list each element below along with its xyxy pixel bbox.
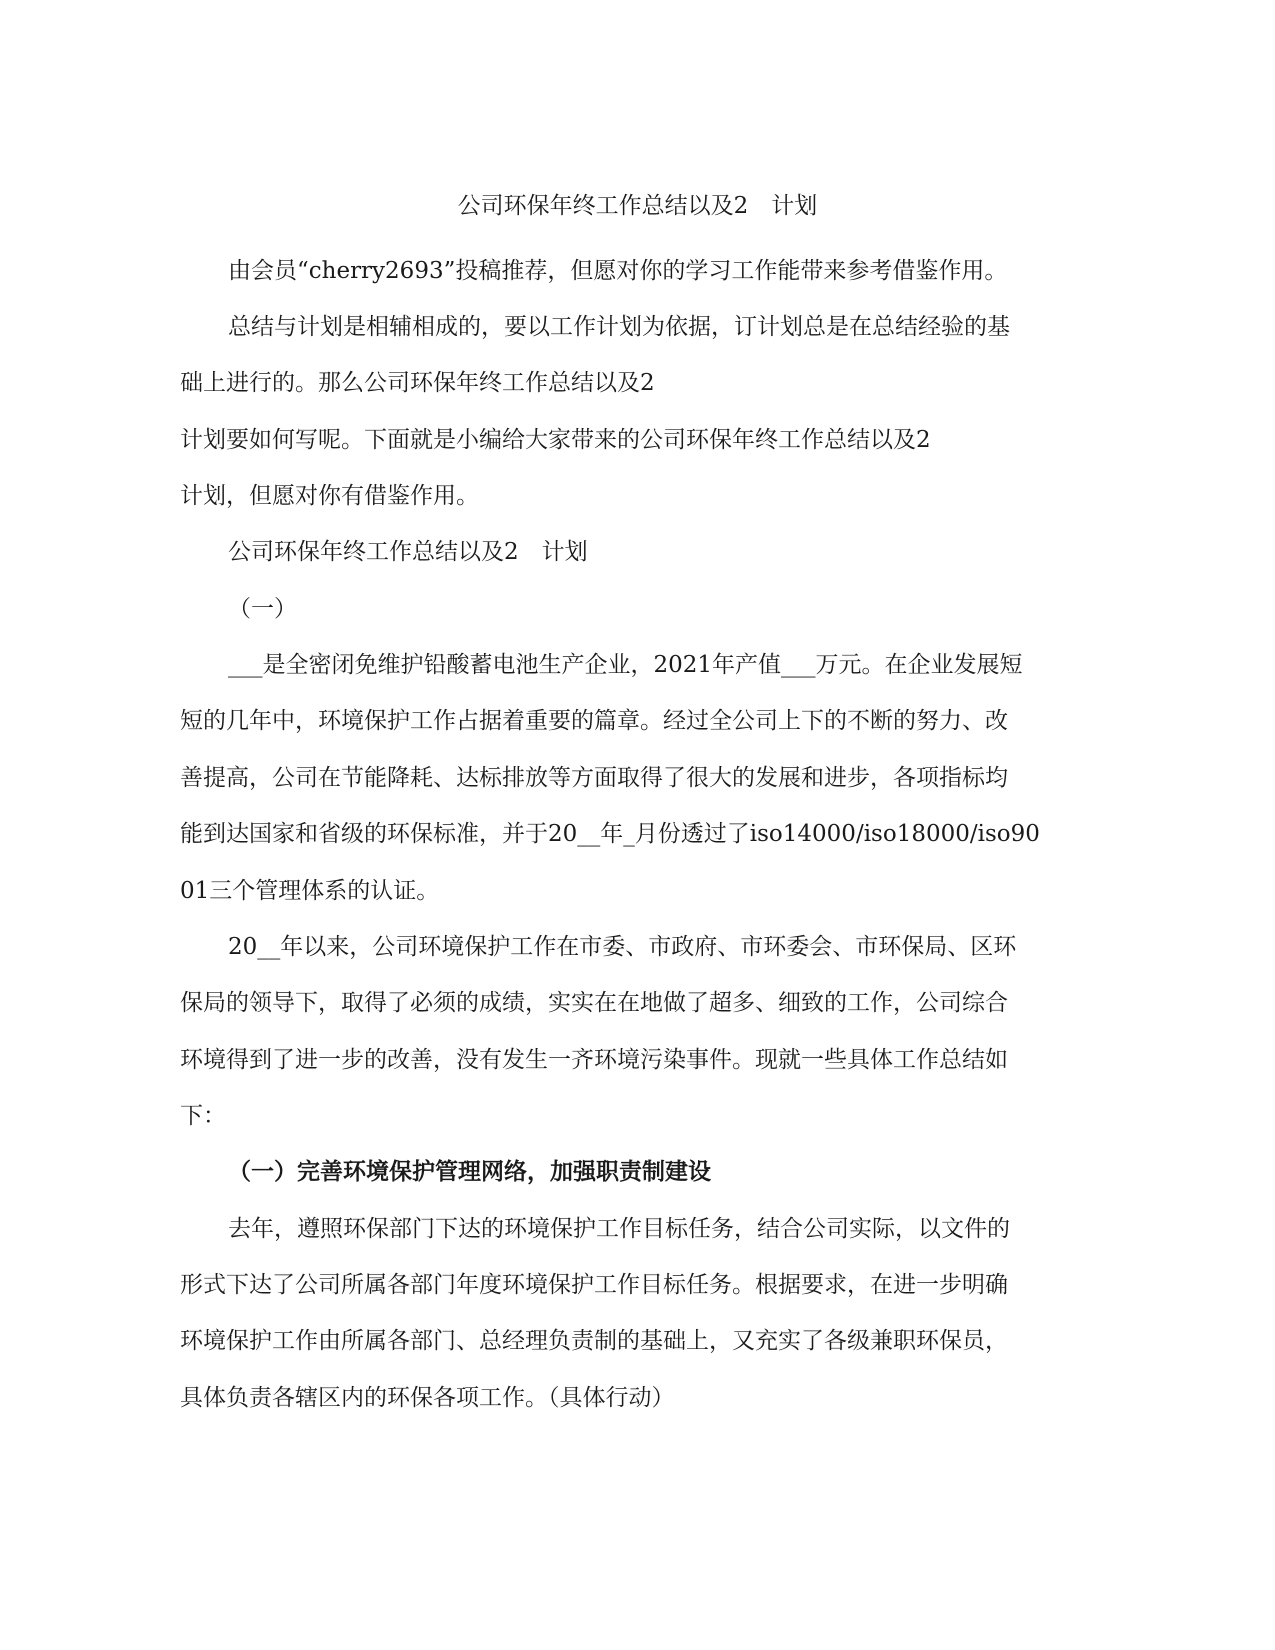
paragraph-line: 下： bbox=[180, 1103, 226, 1129]
paragraph-line: 总结与计划是相辅相成的，要以工作计划为依据，订计划总是在总结经验的基 bbox=[228, 314, 1010, 340]
document-title: 公司环保年终工作总结以及2 计划 bbox=[457, 193, 818, 219]
paragraph-line: 能到达国家和省级的环保标准，并于20__年_月份透过了iso14000/iso18000/iso90 bbox=[180, 821, 1040, 847]
paragraph-line: 计划要如何写呢。下面就是小编给大家带来的公司环保年终工作总结以及2 bbox=[180, 427, 931, 453]
subsection-heading: （一）完善环境保护管理网络，加强职责制建设 bbox=[228, 1158, 711, 1185]
paragraph-line: ___是全密闭免维护铅酸蓄电池生产企业，2021年产值___万元。在企业发展短 bbox=[228, 652, 1023, 678]
section-number: （一） bbox=[228, 596, 297, 622]
paragraph-line: 善提高，公司在节能降耗、达标排放等方面取得了很大的发展和进步，各项指标均 bbox=[180, 765, 1008, 791]
paragraph-line: 由会员“cherry2693”投稿推荐，但愿对你的学习工作能带来参考借鉴作用。 bbox=[228, 258, 1008, 284]
paragraph-line: 具体负责各辖区内的环保各项工作。（具体行动） bbox=[180, 1385, 675, 1411]
paragraph-line: 环境得到了进一步的改善，没有发生一齐环境污染事件。现就一些具体工作总结如 bbox=[180, 1047, 1008, 1073]
paragraph-line: 保局的领导下，取得了必须的成绩，实实在在地做了超多、细致的工作，公司综合 bbox=[180, 990, 1008, 1016]
section-heading: 公司环保年终工作总结以及2 计划 bbox=[228, 539, 588, 565]
paragraph-line: 计划，但愿对你有借鉴作用。 bbox=[180, 483, 479, 509]
paragraph-line: 去年，遵照环保部门下达的环境保护工作目标任务，结合公司实际，以文件的 bbox=[228, 1216, 1010, 1242]
paragraph-line: 础上进行的。那么公司环保年终工作总结以及2 bbox=[180, 370, 655, 396]
paragraph-line: 20__年以来，公司环境保护工作在市委、市政府、市环委会、市环保局、区环 bbox=[228, 934, 1017, 960]
paragraph-line: 环境保护工作由所属各部门、总经理负责制的基础上，又充实了各级兼职环保员， bbox=[180, 1328, 1008, 1354]
paragraph-line: 形式下达了公司所属各部门年度环境保护工作目标任务。根据要求，在进一步明确 bbox=[180, 1272, 1008, 1298]
paragraph-line: 短的几年中，环境保护工作占据着重要的篇章。经过全公司上下的不断的努力、改 bbox=[180, 708, 1008, 734]
paragraph-line: 01三个管理体系的认证。 bbox=[180, 878, 440, 904]
